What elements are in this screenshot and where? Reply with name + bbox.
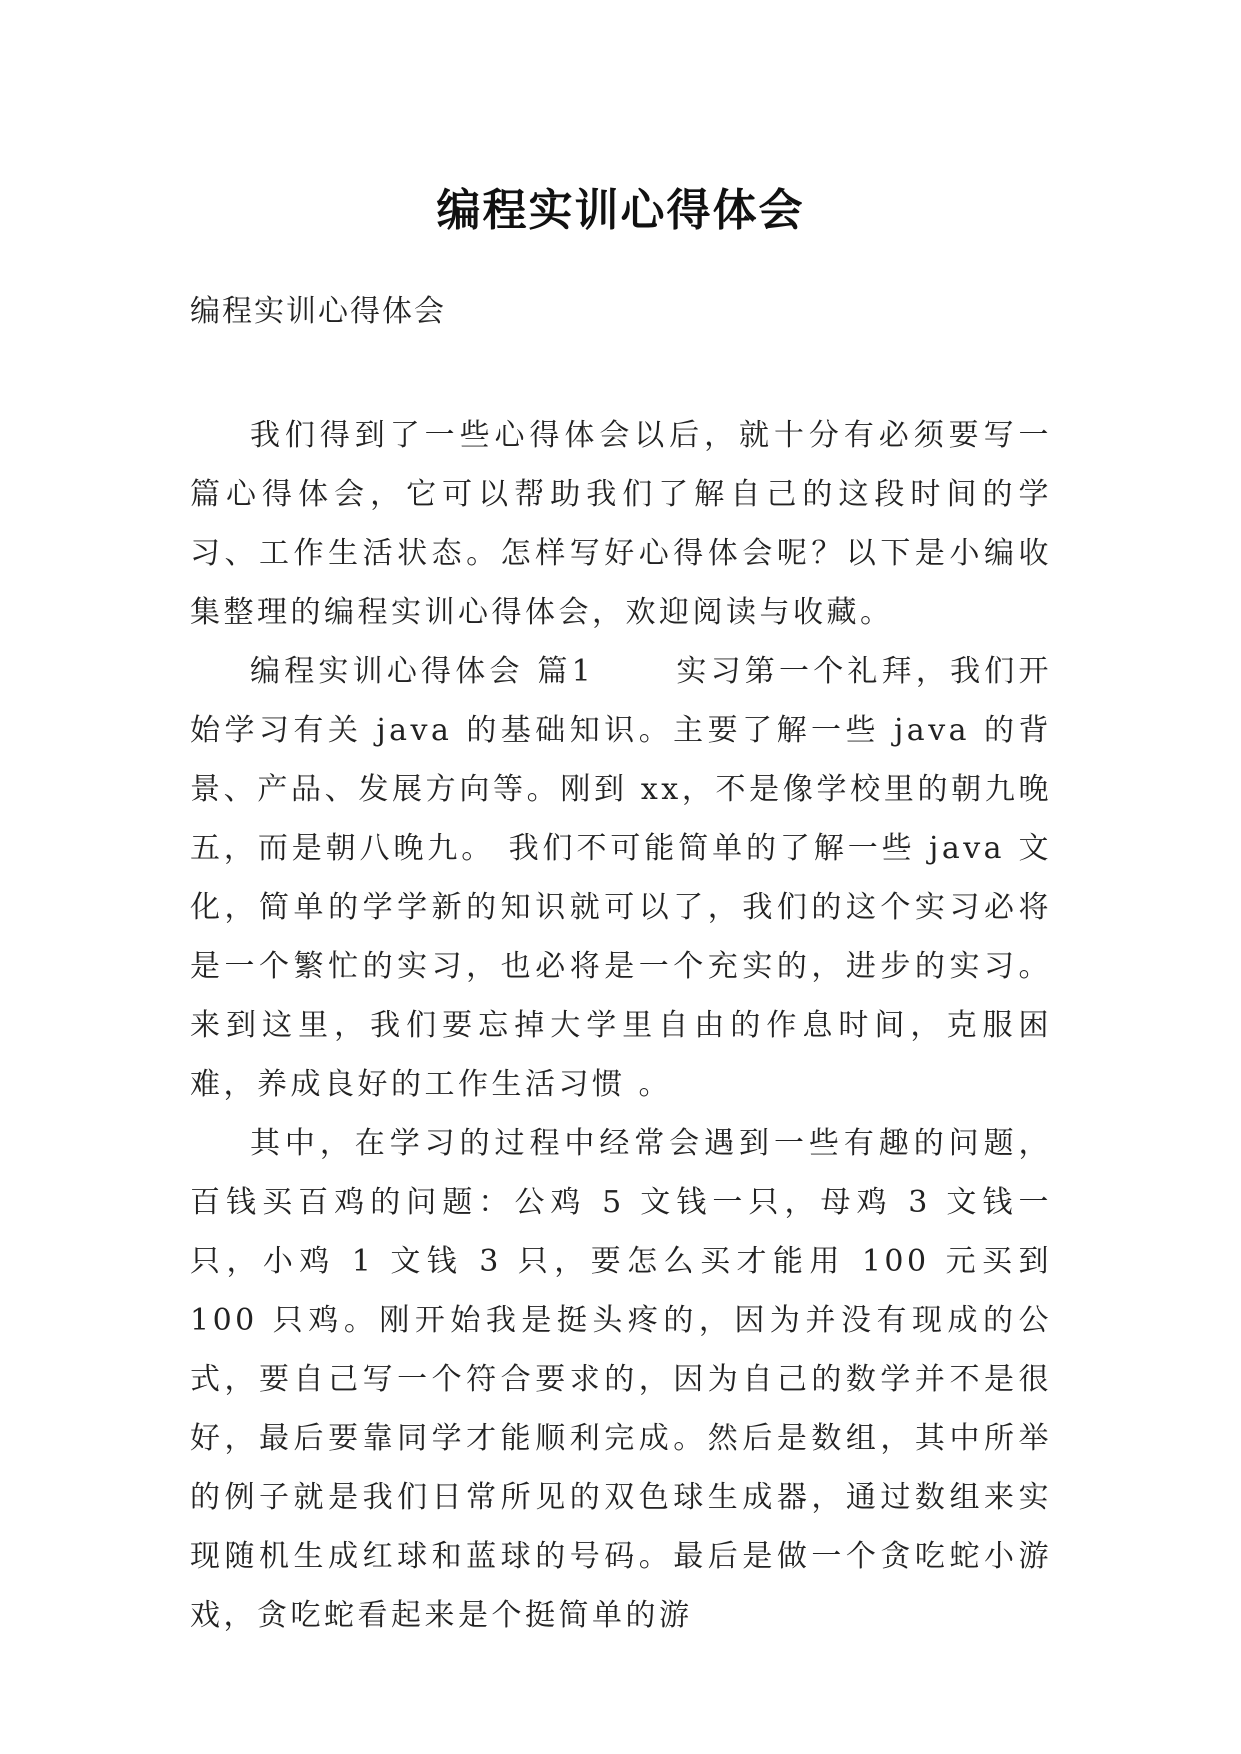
document-body: [190, 406, 1052, 1645]
paragraph-intro: 我们得到了一些心得体会以后，就十分有必须要写一篇心得体会，它可以帮助我们了解自己的这段时间的学习、工作生活状态。怎样写好心得体会呢？以下是小编收集整理的编程实训心得体会，欢迎阅读与收藏。: [190, 418, 1052, 630]
paragraph-problems: 其中，在学习的过程中经常会遇到一些有趣的问题，百钱买百鸡的问题：公鸡 5 文钱一只，母鸡 3 文钱一只，小鸡 1 文钱 3 只，要怎么买才能用 100 元买到 100 只鸡。刚开始我是挺头疼的，因为并没有现成的公式，要自己写一个符合要求的，因为自己的数学并不是很好，最后要靠同学才能顺利完成。然后是数组，其中所举的例子就是我们日常所见的双色球生成器，通过数组来实现随机生成红球和蓝球的号码。最后是做一个贪吃蛇小游戏，贪吃蛇看起来是个挺简单的游: [190, 1126, 1052, 1633]
paragraph-part-1: 编程实训心得体会 篇1 实习第一个礼拜，我们开始学习有关 java 的基础知识。主要了解一些 java 的背景、产品、发展方向等。刚到 xx，不是像学校里的朝九晚五，而是朝八晚九。 我们不可能简单的了解一些 java 文化，简单的学学新的知识就可以了，我们的这个实习必将是一个繁忙的实习，也必将是一个充实的，进步的实习。来到这里，我们要忘掉大学里自由的作息时间，克服困难，养成良好的工作生活习惯 。: [190, 654, 1052, 1102]
document-subtitle: 编程实训心得体会: [190, 294, 446, 329]
document-title: 编程实训心得体会: [436, 185, 805, 237]
